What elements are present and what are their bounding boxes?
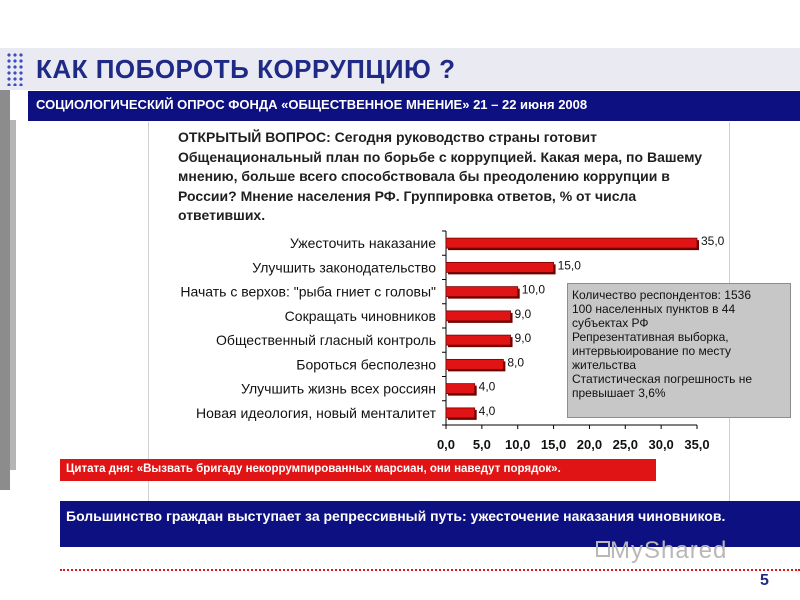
bar	[446, 287, 518, 297]
x-tick-label: 35,0	[684, 437, 710, 452]
value-label: 15,0	[557, 258, 581, 273]
value-label: 10,0	[521, 282, 546, 297]
x-tick-label: 20,0	[576, 437, 603, 452]
bar	[446, 335, 511, 345]
bar	[446, 359, 503, 369]
value-label: 4,0	[478, 379, 496, 394]
page-title: КАК ПОБОРОТЬ КОРРУПЦИЮ ?	[36, 54, 456, 84]
category-label: Сокращать чиновников	[284, 307, 436, 324]
footer-dotted-line	[60, 569, 800, 571]
x-tick-label: 5,0	[472, 437, 491, 452]
category-label: Начать с верхов: "рыба гниет с головы"	[180, 283, 436, 300]
category-label: Новая идеология, новый менталитет	[196, 404, 436, 421]
value-label: 4,0	[478, 403, 496, 418]
survey-subtitle: СОЦИОЛОГИЧЕСКИЙ ОПРОС ФОНДА «ОБЩЕСТВЕННОЕ МНЕНИЕ» 21 – 22 июня 2008	[36, 97, 588, 112]
info-box	[567, 283, 791, 418]
x-tick-label: 10,0	[505, 437, 531, 452]
watermark-icon	[596, 541, 610, 557]
conclusion-text: Большинство граждан выступает за репрессивный путь: ужесточение наказания чиновников.	[66, 508, 726, 524]
bar	[446, 384, 475, 394]
question-lead: ОТКРЫТЫЙ ВОПРОС:	[178, 129, 331, 145]
x-tick-label: 0,0	[436, 437, 456, 452]
bar	[446, 311, 511, 321]
bar	[446, 408, 475, 418]
x-tick-label: 30,0	[648, 437, 674, 452]
category-label: Общественный гласный контроль	[216, 332, 436, 349]
page-number: 5	[760, 572, 769, 589]
category-label: Улучшить законодательство	[252, 259, 436, 276]
info-respondents: Количество респондентов: 1536	[572, 288, 751, 302]
info-localities: 100 населенных пунктов в 44 субъектах РФ	[572, 302, 736, 330]
value-label: 8,0	[507, 355, 525, 370]
x-tick-label: 15,0	[540, 437, 567, 452]
x-tick-label: 25,0	[612, 437, 638, 452]
bar	[446, 262, 554, 272]
category-label: Улучшить жизнь всех россиян	[241, 380, 436, 397]
question-body: Сегодня руководство страны готовит Общенациональный план по борьбе с коррупцией. Какая мера, по Вашему мнению, больше всего способствовала бы преодолению коррупции в России? Мнение населения РФ. Группировка ответов, % от числа ответивших.	[178, 129, 703, 223]
value-label: 9,0	[514, 306, 532, 321]
info-sample: Репрезентативная выборка, интервьюирование по месту жительства	[572, 330, 732, 372]
category-label: Бороться бесполезно	[296, 356, 436, 373]
watermark: MyShared	[610, 537, 728, 564]
quote-text: Цитата дня: «Вызвать бригаду некоррумпированных марсиан, они наведут порядок».	[66, 463, 561, 475]
quote-bar	[60, 459, 656, 481]
value-label: 9,0	[514, 331, 532, 346]
info-error: Статистическая погрешность не превышает 3,6%	[572, 372, 752, 400]
category-label: Ужесточить наказание	[289, 235, 436, 252]
bar	[446, 238, 697, 248]
value-label: 35,0	[701, 234, 725, 249]
